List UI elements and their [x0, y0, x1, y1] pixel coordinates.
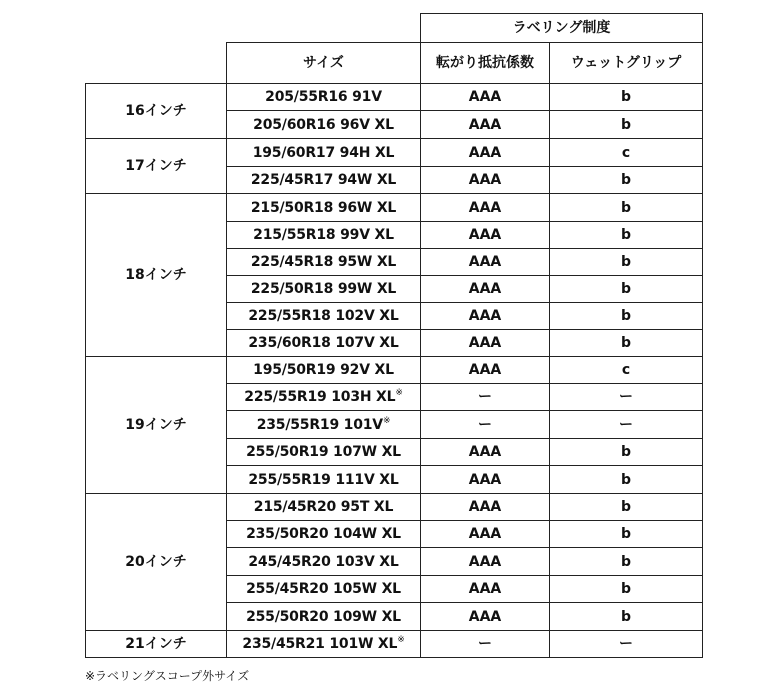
wet-grip-cell: b: [550, 222, 703, 249]
tire-size-cell: [227, 548, 421, 576]
table-row: [86, 357, 703, 384]
wet-grip-cell: b: [550, 576, 703, 603]
tire-size-cell: [227, 411, 421, 439]
tire-size-text: 225/45R17 94W XL: [250, 172, 397, 188]
tire-size-cell: [227, 111, 421, 139]
wet-grip-cell: c: [550, 139, 703, 167]
tire-size-cell: [227, 521, 421, 548]
tire-size-text: 205/60R16 96V XL: [253, 116, 394, 133]
rolling-resistance-cell: AAA: [421, 548, 550, 576]
wet-grip-cell: b: [550, 603, 703, 631]
tire-size-text: 215/50R18 96W XL: [250, 199, 397, 216]
rolling-resistance-cell: AAA: [421, 194, 550, 222]
inch-group-label: 19インチ: [86, 357, 227, 494]
tire-size-text: 235/45R21 101W XL: [242, 636, 398, 652]
rolling-resistance-cell: AAA: [421, 276, 550, 303]
table-row: [86, 194, 703, 222]
wet-grip-cell: b: [550, 494, 703, 521]
rolling-resistance-cell: AAA: [421, 357, 550, 384]
wet-grip-cell: b: [550, 521, 703, 548]
wet-grip-cell: b: [550, 167, 703, 194]
wet-grip-cell: b: [550, 84, 703, 111]
out-of-scope-mark: ※: [397, 635, 405, 645]
table-body: [86, 84, 703, 658]
wet-grip-cell: b: [550, 249, 703, 276]
tire-size-text: 225/50R18 99W XL: [250, 281, 397, 297]
wet-grip-cell: b: [550, 330, 703, 357]
out-of-scope-mark: ※: [395, 388, 403, 398]
tire-size-text: 225/55R18 102V XL: [248, 308, 399, 324]
rolling-resistance-cell: AAA: [421, 303, 550, 330]
inch-group-label: 17インチ: [86, 139, 227, 194]
wet-grip-cell: b: [550, 548, 703, 576]
tire-size-cell: [227, 439, 421, 466]
tire-size-text: 235/50R20 104W XL: [246, 526, 401, 542]
tire-size-cell: [227, 357, 421, 384]
tire-size-text: 255/45R20 105W XL: [246, 581, 401, 597]
tire-size-cell: [227, 494, 421, 521]
tire-size-text: 235/55R19 101V: [256, 416, 383, 433]
rolling-resistance-cell: AAA: [421, 84, 550, 111]
rolling-resistance-cell: ー: [421, 411, 550, 439]
tire-size-cell: [227, 139, 421, 167]
inch-group-label: 20インチ: [86, 494, 227, 631]
rolling-resistance-cell: AAA: [421, 439, 550, 466]
rolling-resistance-cell: AAA: [421, 576, 550, 603]
wet-grip-cell: b: [550, 439, 703, 466]
wet-grip-cell: ー: [550, 384, 703, 411]
rolling-resistance-cell: AAA: [421, 466, 550, 494]
tire-size-text: 255/55R19 111V XL: [248, 471, 399, 488]
tire-size-cell: [227, 84, 421, 111]
tire-size-cell: [227, 303, 421, 330]
tire-size-cell: [227, 249, 421, 276]
tire-size-text: 215/55R18 99V XL: [253, 227, 394, 243]
tire-size-cell: [227, 330, 421, 357]
rolling-resistance-cell: AAA: [421, 494, 550, 521]
tire-size-cell: [227, 576, 421, 603]
tire-size-cell: [227, 167, 421, 194]
tire-size-text: 255/50R20 109W XL: [246, 608, 401, 625]
wet-grip-cell: ー: [550, 631, 703, 658]
tire-size-text: 255/50R19 107W XL: [246, 444, 401, 460]
tire-size-text: 225/55R19 103H XL: [244, 389, 396, 405]
tire-size-cell: [227, 194, 421, 222]
tire-size-cell: [227, 603, 421, 631]
tire-size-text: 195/60R17 94H XL: [252, 144, 395, 161]
table-row: [86, 494, 703, 521]
rolling-resistance-cell: AAA: [421, 167, 550, 194]
rolling-resistance-cell: AAA: [421, 521, 550, 548]
wet-grip-cell: ー: [550, 411, 703, 439]
wet-grip-cell: b: [550, 194, 703, 222]
wet-grip-cell: b: [550, 276, 703, 303]
size-header-blank: [227, 14, 421, 43]
rolling-resistance-cell: AAA: [421, 330, 550, 357]
tire-size-text: 245/45R20 103V XL: [248, 553, 399, 570]
rolling-resistance-header: 転がり抵抗係数: [421, 43, 550, 84]
labeling-group-header: ラベリング制度: [421, 14, 703, 43]
tire-size-table: [85, 13, 703, 658]
tire-size-cell: [227, 631, 421, 658]
inch-group-label: 18インチ: [86, 194, 227, 357]
tire-size-cell: [227, 276, 421, 303]
out-of-scope-mark: ※: [382, 415, 391, 426]
tire-size-cell: [227, 384, 421, 411]
rolling-resistance-cell: ー: [421, 384, 550, 411]
tire-size-text: 235/60R18 107V XL: [248, 335, 399, 351]
table-row: [86, 631, 703, 658]
wet-grip-header: ウェットグリップ: [550, 43, 703, 84]
inch-group-label: 16インチ: [86, 84, 227, 139]
wet-grip-cell: b: [550, 466, 703, 494]
rolling-resistance-cell: AAA: [421, 603, 550, 631]
rolling-resistance-cell: AAA: [421, 222, 550, 249]
wet-grip-cell: c: [550, 357, 703, 384]
wet-grip-cell: b: [550, 111, 703, 139]
tire-size-text: 225/45R18 95W XL: [250, 254, 397, 270]
inch-group-label: 21インチ: [86, 631, 227, 658]
rolling-resistance-cell: AAA: [421, 139, 550, 167]
wet-grip-cell: b: [550, 303, 703, 330]
rolling-resistance-cell: AAA: [421, 249, 550, 276]
tire-size-text: 205/55R16 91V: [265, 89, 382, 105]
table-row: [86, 84, 703, 111]
table-row: [86, 139, 703, 167]
tire-size-text: 215/45R20 95T XL: [253, 499, 394, 515]
rolling-resistance-cell: ー: [421, 631, 550, 658]
tire-size-text: 195/50R19 92V XL: [253, 362, 394, 378]
corner-blank: [86, 14, 227, 84]
tire-size-cell: [227, 222, 421, 249]
size-column-header: サイズ: [227, 43, 421, 84]
footnote: ※ラベリングスコープ外サイズ: [85, 669, 250, 683]
rolling-resistance-cell: AAA: [421, 111, 550, 139]
tire-size-cell: [227, 466, 421, 494]
